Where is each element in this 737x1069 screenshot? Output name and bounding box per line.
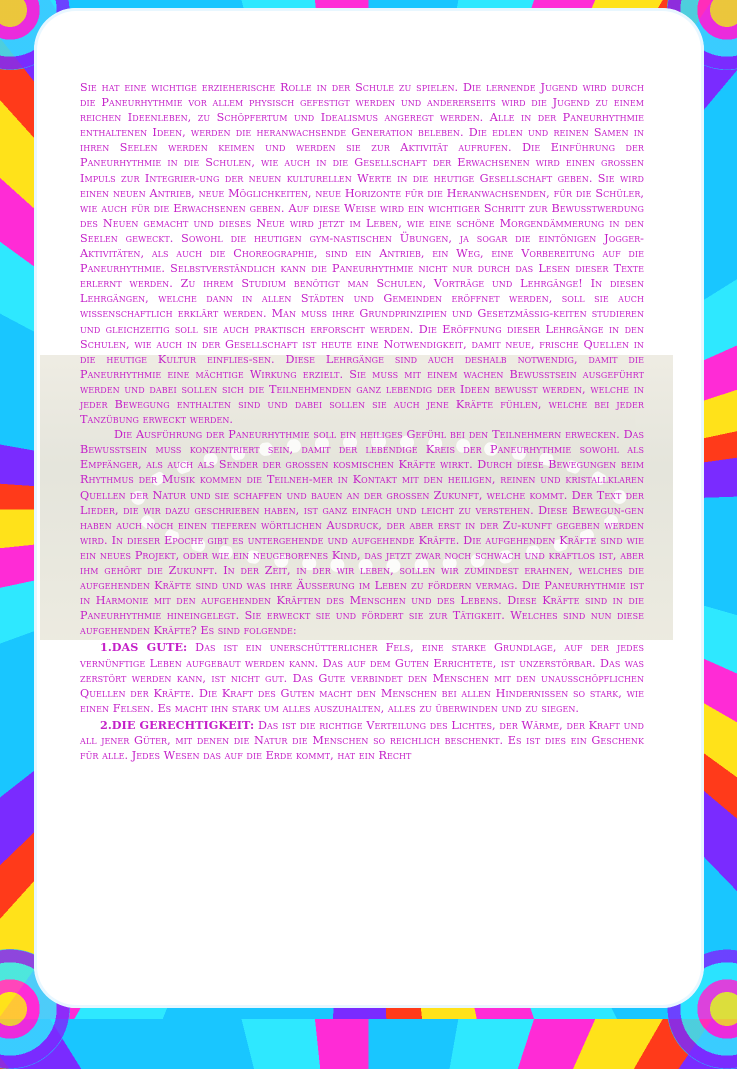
paragraph-1: Sie hat eine wichtige erzieherische Rolle in der Schule zu spielen. Die lernende Jugend wird durch die Paneurhythmie vor allem physisch gefestigt werden und andererseits wird die Jugend zu einem reichen Ideenleben, zu Schöpfertum und Idealismus angeregt werden. Alle in der Paneurhythmie enthaltenen Ideen, werden die heranwachsende Generation beleben. Die edlen und reinen Samen in ihren Seelen werden keimen und werden sie zur Aktivität aufrufen. Die Einführung der Paneurhythmie in die Schulen, wie auch in die Gesellschaft der Erwachsenen wird einen grossen Impuls zur Integrier-ung der neuen kulturellen Werte in die heutige Gesellschaft geben. Sie wird einen neuen Antrieb, neue Möglichkeiten, neue Horizonte für die Heranwachsenden, für die Schüler, wie auch für die Erwachsenen geben. Auf diese Weise wird ein wichtiger Schritt zur Bewusstwerdung des Neuen gemacht und dieses Neue wird jetzt im Leben, wie eine schöne Morgendämmerung in den Seelen geweckt. Sowohl die heutigen gym-nastischen Übungen, ja sogar die eintönigen Jogger-Aktivitäten, als auch die Choreographie, sind ein Antrieb, ein Weg, eine Vorbereitung auf die Paneurhythmie. Selbstverständlich kann die Paneurhythmie nicht nur durch das Lesen dieser Texte erlernt werden. Zu ihrem Studium benötigt man Schulen, Vorträge und Lehrgänge! In diesen Lehrgängen, welche dann in allen Städten und Gemeinden eröffnet werden, soll sie auch wissenschaftlich erklärt werden. Man muss ihre Grundprinzipien und Gesetzmässig-keiten studieren und gleichzeitig soll sie auch praktisch erforscht werden. Die Eröffnung dieser Lehrgänge in den Schulen, wie auch in der Gesellschaft ist heute eine Notwendigkeit, damit neue, frische Quellen in die heutige Kultur einflies-sen. Diese Lehrgänge sind auch deshalb notwendig, damit die Paneurhythmie eine mächtige Wirkung erzielt. Sie muss mit einem wachen Bewusstsein ausgeführt werden und dabei sollen sich die Teilnehmenden ganz lebendig der Ideen bewusst werden, welche in jeder Bewegung enthalten sind und dabei sollen sie auch jene Kräfte fühlen, welche bei jeder Tanzübung erweckt werden.: [80, 81, 644, 427]
list-item-das-gute: [80, 640, 644, 715]
list-item-text: Das ist die richtige Verteilung des Lichtes, der Wärme, der Kraft und all jener Güter, mit denen die Natur die Menschen so reichlich beschenkt. Es ist dies ein Geschenk für alle. Jedes Wesen das auf die Erde kommt, hat ein Recht: [80, 718, 644, 763]
list-item-heading: 2.DIE GERECHTIGKEIT:: [100, 717, 255, 732]
paragraph-2: Die Ausführung der Paneurhythmie soll ein heiliges Gefühl bei den Teilnehmern erwecken. Das Bewusstsein muss konzentriert sein, damit der lebendige Kreis der Paneurhythmie sowohl als Empfänger, als auch als Sender der grossen kosmischen Kräfte wirkt. Durch diese Bewegungen beim Rhythmus der Musik kommen die Teilneh-mer in Kontakt mit den heiligen, reinen und kristallklaren Quellen der Natur und sie schaffen und bauen an der grossen Zukunft, welche kommt. Der Text der Lieder, die wir dazu geschrieben haben, ist ganz einfach und leicht zu verstehen. Diese Bewegun-gen haben auch noch einen tieferen wörtlichen Ausdruck, der aber erst in der Zu-kunft gegeben werden wird. In dieser Epoche gibt es untergehende und aufgehende Kräfte. Die aufgehenden Kräfte sind wie ein neues Projekt, oder wie ein neugeborenes Kind, das jetzt zwar noch schwach und kraftlos ist, aber ihm gehört die Zukunft. In der Zeit, in der wir leben, sollen wir zumindest erahnen, welches die aufgehenden Kräfte sind und was ihre Äusserung im Leben zu fördern vermag. Die Paneurhythmie ist in Harmonie mit den aufgehenden Kräften des Menschen und des Lebens. Diese Kräfte sind in die Paneurhythmie hineingelegt. Sie erweckt sie und fördert sie zur Tätigkeit. Welches sind nun diese aufgehenden Kräfte? Es sind folgende:: [80, 428, 644, 638]
list-item-die-gerechtigkeit: [80, 718, 644, 763]
list-item-text: Das ist ein unerschütterlicher Fels, eine starke Grundlage, auf der jedes vernünftige Leben aufgebaut werden kann. Das auf dem Guten Errichtete, ist unzerstörbar. Das was zerstört werden kann, ist nicht gut. Das Gute verbindet den Menschen mit den unausschöpflichen Quellen der Kräfte. Die Kraft des Guten macht den Menschen bei allen Hindernissen so stark, wie einen Felsen. Es macht ihn stark um alles auszuhalten, alles zu überwinden und zu siegen.: [80, 641, 644, 715]
list-item-heading: 1.DAS GUTE:: [100, 640, 188, 655]
document-text: [80, 80, 644, 763]
